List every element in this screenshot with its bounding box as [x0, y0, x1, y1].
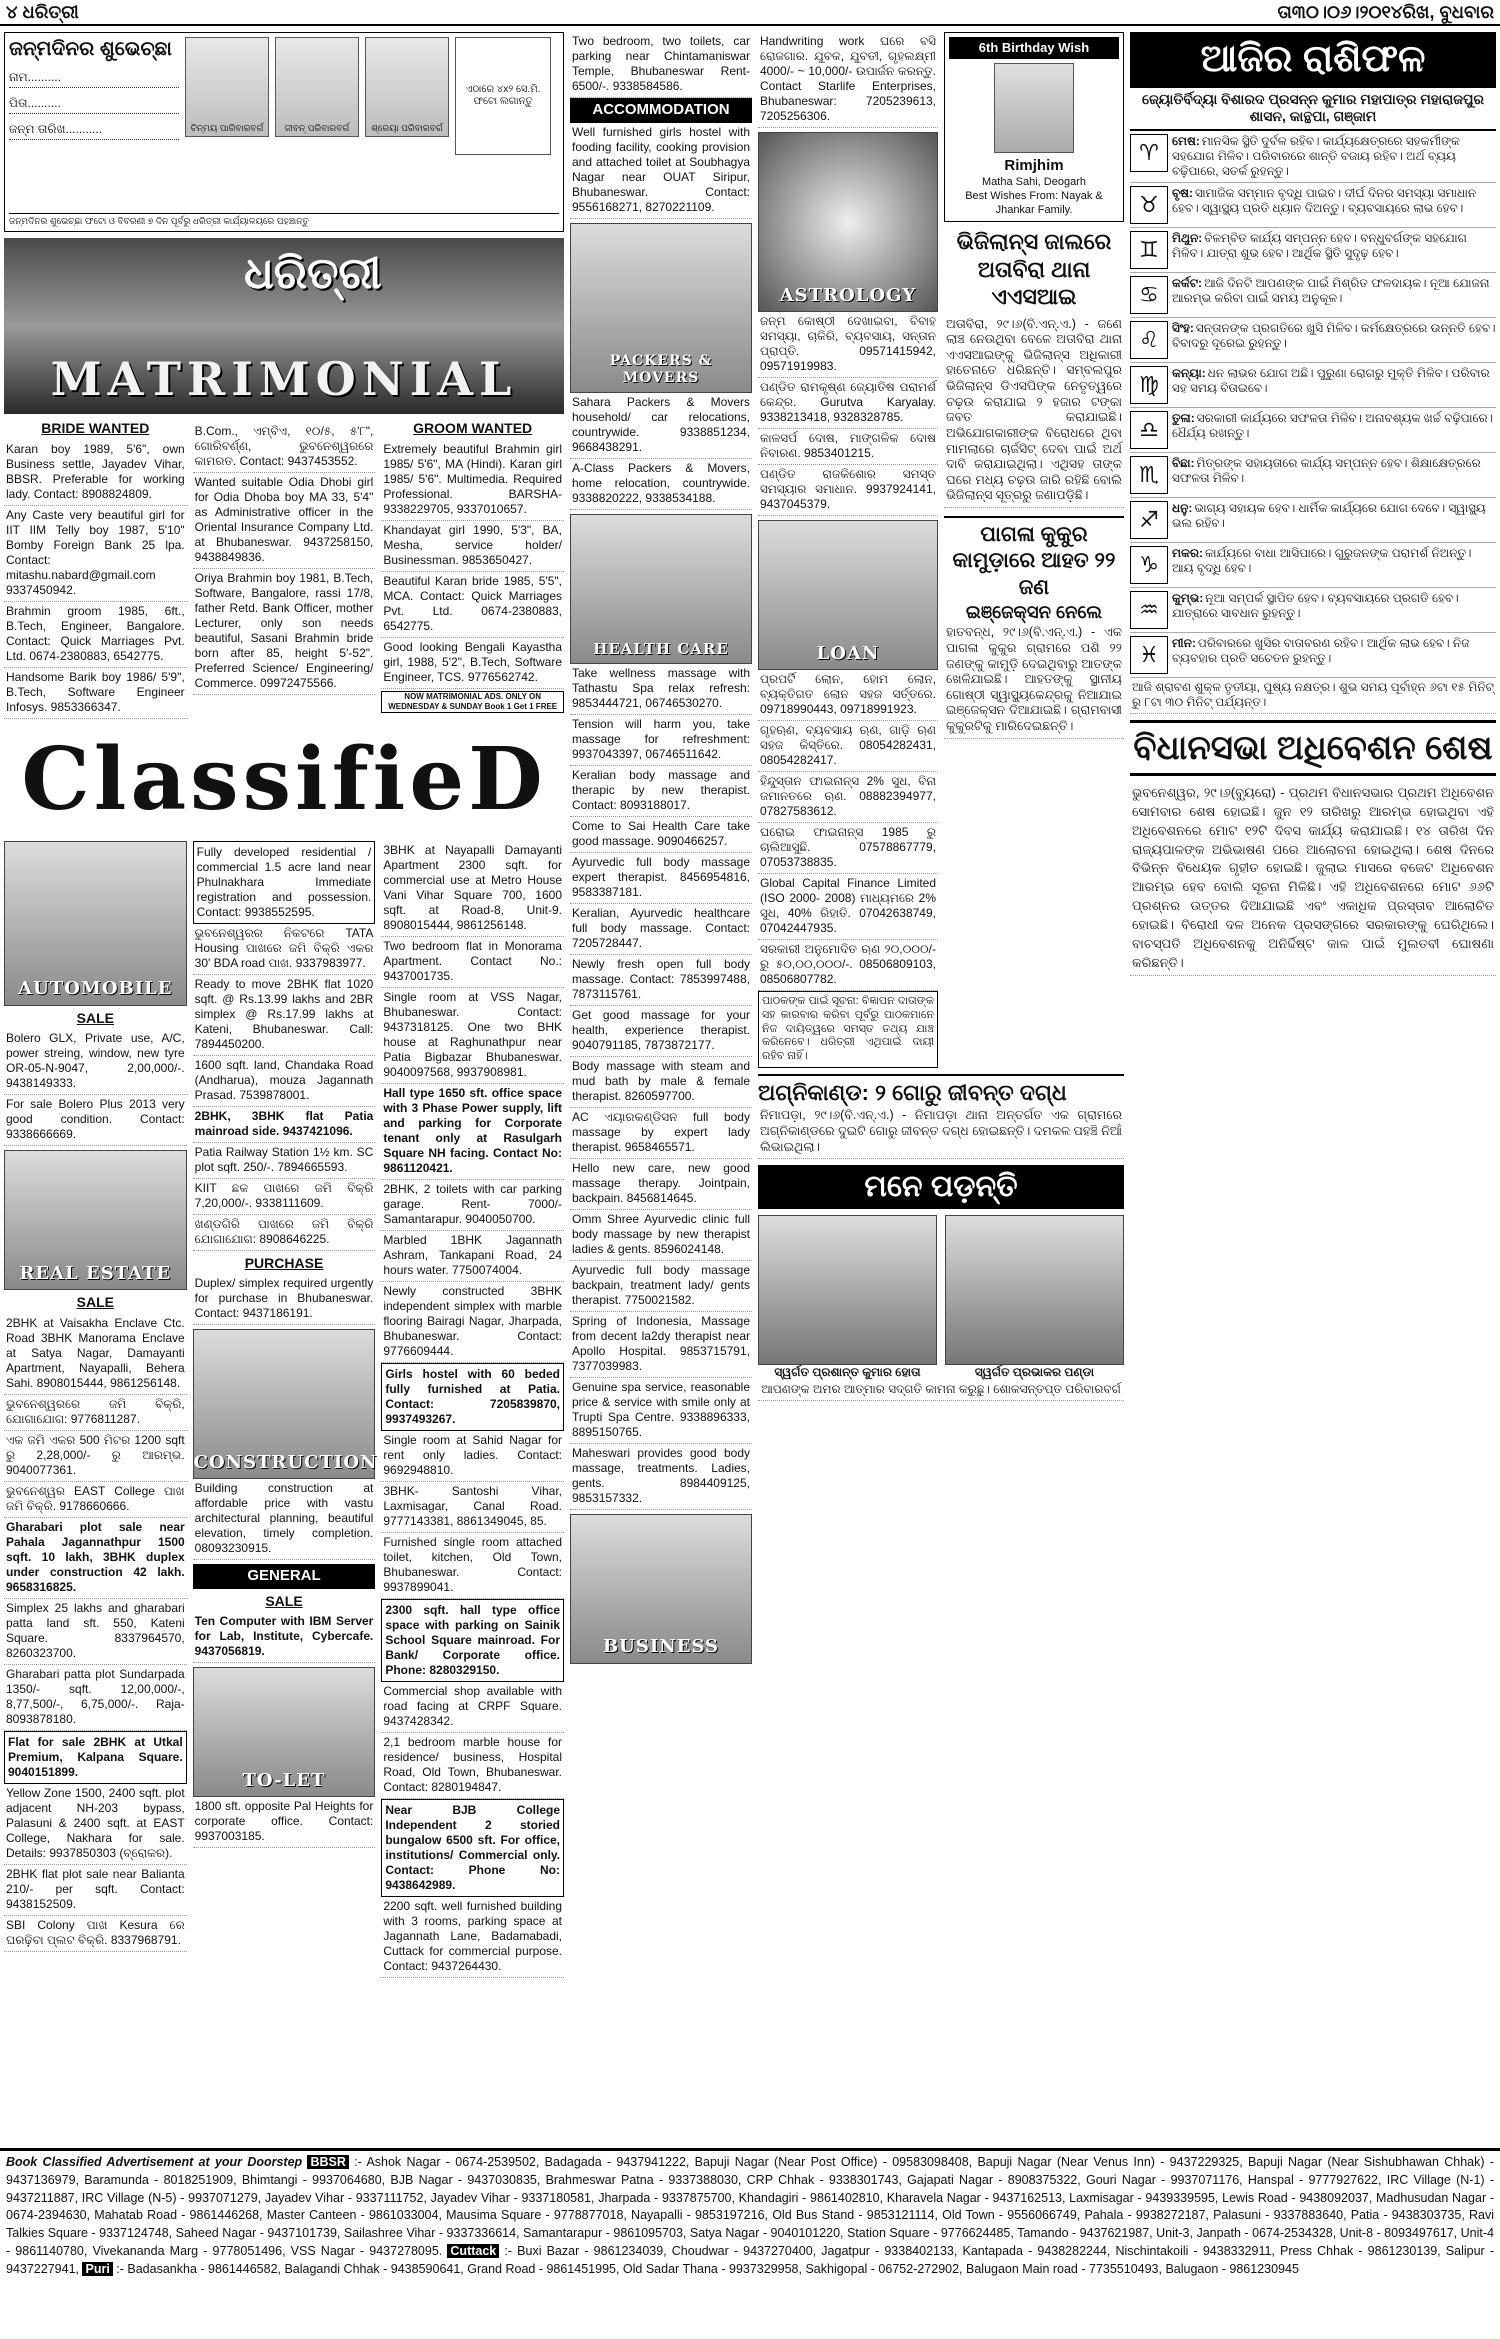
horoscope-text	[1172, 231, 1496, 269]
purchase-header: PURCHASE	[244, 1254, 324, 1271]
zodiac-name: ଧନୁ:	[1172, 500, 1193, 515]
birthday-wish-ad	[944, 32, 1124, 222]
child-name: Rimjhim	[1004, 157, 1064, 175]
classified-ad: 2300 sqft. hall type office space with parking on Sainik School Square mainroad. For Bank/ Corporate office. Phone: 8280329150.	[381, 1599, 564, 1682]
tolet-ads-column	[381, 841, 564, 1978]
classified-ad: B.Com., ଏମ୍‌ବିଏ, ୧୦/୫, ୫'୮", ଗୋରିବର୍ଣ୍ଣ, ଭୁବନେଶ୍ୱରରେ କାମରତ. Contact: 9437453552.	[193, 422, 376, 473]
puri-centres: :- Badasankha - 9861446582, Balagandi Chhak - 9438590641, Grand Road - 9861451995, Old Sadar Thana - 9937329958, Sakhigopal - 06752-272902, Balugaon Main road - 7735510493, Balugaon - 9861230945	[116, 2261, 1299, 2276]
photo-slot: ଏଠାରେ ୪x୨ ସେ.ମି. ଫଟୋ ଲଗାନ୍ତୁ	[455, 37, 551, 155]
healthcare-label: HEALTH CARE	[593, 640, 729, 658]
classified-ad: Bolero GLX, Private use, A/C, power streing, window, new tyre OR-05-N-9047, 2,00,000/-. 9438149333.	[4, 1029, 187, 1095]
zodiac-prediction: ବିଳମ୍ବିତ କାର୍ଯ୍ୟ ସମ୍ପନ୍ନ ହେବ। ବନ୍ଧୁବର୍ଗଙ୍କ ସହଯୋଗ ମିଳିବ। ଯାତ୍ରା ଶୁଭ ହେବ। ଆର୍ଥିକ ସ୍ଥିତି ସୁଦୃଢ଼ ହେବ।	[1172, 230, 1467, 260]
classified-ad: Body massage with steam and mud bath by male & female therapist. 8260597700.	[570, 1057, 752, 1108]
horoscope-text	[1172, 411, 1496, 449]
zodiac-name: ମକର:	[1172, 545, 1203, 560]
news-body: ନିମାପଡ଼ା, ୨୯।୬(ବି.ଏନ୍.ଏ.) - ନିମାପଡ଼ା ଥାନା ଅନ୍ତର୍ଗତ ଏକ ଗ୍ରାମରେ ଅଗ୍ନିକାଣ୍ଡରେ ଦୁଇଟି ଗୋରୁ ଜୀବନ୍ତ ଦଗ୍ଧ ହୋଇଛନ୍ତି। ଦମକଳ ପହଞ୍ଚି ନିଆଁ ଲିଭାଇଥିଲା।	[758, 1106, 1124, 1159]
horoscope-entry	[1130, 408, 1496, 453]
classified-ad: Ready to move 2BHK flat 1020 sqft. @ Rs.13.99 lakhs and 2BR simplex @ Rs.17.99 lakhs at Kateni, Bhubaneswar. Call: 7894450200.	[193, 975, 376, 1056]
classified-ad: Karan boy 1989, 5'6", own Business settle, Jayadev Vihar, BBSR. Preferable for working lady. Contact: 8908824809.	[4, 440, 187, 506]
news-column	[758, 32, 1124, 2142]
tolet-label: TO-LET	[242, 1769, 326, 1791]
field-father: ପିତା..........	[9, 96, 179, 114]
automobile-realestate-column	[4, 841, 187, 1978]
page-number: ୪ ଧରିତ୍ରୀ	[6, 1, 79, 22]
zodiac-name: ମୀନ:	[1172, 635, 1196, 650]
zodiac-icon: ♒	[1130, 591, 1168, 629]
tolet-image	[193, 1667, 376, 1797]
zodiac-name: ମିଥୁନ:	[1172, 230, 1203, 245]
classified-ad: Oriya Brahmin boy 1981, B.Tech, Software, Bangalore, rassi 17/8, father Retd. Bank Officer, mother Lecturer, only son needs beautiful, Sasani Brahmin bride born after 85, height 5'-52". Preferred Science/ Engineering/ Commerce. 09972475566.	[193, 569, 376, 695]
automobile-label: AUTOMOBILE	[18, 978, 173, 999]
automobile-image	[4, 841, 187, 1006]
horoscope-text	[1172, 591, 1496, 629]
classified-ad: For sale Bolero Plus 2013 very good condition. Contact: 9338666669.	[4, 1095, 187, 1146]
horoscope-title: ଆଜିର ରାଶିଫଳ	[1130, 32, 1496, 88]
horoscope-entry	[1130, 131, 1496, 183]
matrimonial-section	[4, 416, 564, 719]
reader-notice: ପାଠକଙ୍କ ପାଇଁ ସୂଚନା: ବିଜ୍ଞାପନ ଦାତାଙ୍କ ସହ କାରବାର କରିବା ପୂର୍ବରୁ ପାଠକମାନେ ନିଜ ଦାୟିତ୍ୱରେ ସମସ୍ତ ତଥ୍ୟ ଯାଞ୍ଚ କରିନେବେ। ଧରିତ୍ରୀ ଏଥିପାଇଁ ଦାୟୀ ରହିବ ନାହିଁ।	[758, 991, 938, 1068]
classified-ad: ପଣ୍ଡିତ ରାମକୃଷ୍ଣ ଜ୍ୟୋତିଷ ପରାମର୍ଶ କେନ୍ଦ୍ର. Gurutva Karyalay. 9338213418, 9328328785.	[758, 378, 938, 429]
birthday-wish-title: 6th Birthday Wish	[949, 37, 1119, 59]
horoscope-entry	[1130, 183, 1496, 228]
classified-ad: Yellow Zone 1500, 2400 sqft. plot adjacent NH-203 bypass, Palasuni & 2400 sqft. at EAST College, Nakhara for sale. Details: 9937850303 (ବ୍ରୋକର).	[4, 1784, 187, 1865]
classified-ad: Brahmin groom 1985, 6ft., B.Tech, Engineer, Bangalore. Contact: Quick Marriages Pvt. Ltd. 0674-2380883, 6542775.	[4, 602, 187, 668]
classified-ad: Maheswari provides good body massage, treatments. Ladies, gents. 8984409125, 9853157332.	[570, 1444, 752, 1510]
zodiac-name: ବୃଷ:	[1172, 185, 1194, 200]
birthday-note: ଜନ୍ମଦିନର ଶୁଭେଚ୍ଛା ଫଟୋ ଓ ବିବରଣୀ ୭ ଦିନ ପୂର୍ବରୁ ଧରିତ୍ରୀ କାର୍ଯ୍ୟାଳୟରେ ପହଞ୍ଚାନ୍ତୁ	[9, 213, 559, 227]
field-name: ନାମ..........	[9, 70, 179, 88]
classified-ad: Duplex/ simplex required urgently for purchase in Bhubaneswar. Contact: 9437186191.	[193, 1274, 376, 1325]
zodiac-prediction: ମିତ୍ରଙ୍କ ସହାୟତାରେ କାର୍ଯ୍ୟ ସମ୍ପନ୍ନ ହେବ। ଶିକ୍ଷାକ୍ଷେତ୍ରରେ ସଫଳତା ମିଳିବ।	[1172, 455, 1481, 485]
zodiac-prediction: ଧନ ଲାଭର ଯୋଗ ଅଛି। ପୁରୁଣା ରୋଗରୁ ମୁକ୍ତି ମିଳିବ। ପରିବାର ସହ ସମୟ ବିତାଇବେ।	[1172, 365, 1490, 395]
classified-ad: 2BHK, 2 toilets with car parking garage. Rent- 7000/- Samantarapur. 9040050700.	[381, 1180, 564, 1231]
birthday-form	[4, 32, 564, 232]
classified-ad: Newly fresh open full body massage. Contact: 7853997488, 7873115761.	[570, 955, 752, 1006]
loan-label: LOAN	[816, 642, 880, 664]
horoscope-entry	[1130, 228, 1496, 273]
zodiac-prediction: ସନ୍ତାନଙ୍କ ପ୍ରଗତିରେ ଖୁସି ମିଳିବ। କର୍ମକ୍ଷେତ୍ରରେ ଉନ୍ନତି ହେବ। ବିବାଦରୁ ଦୂରେଇ ରୁହନ୍ତୁ।	[1172, 320, 1496, 350]
memorial-person	[758, 1215, 937, 1380]
horoscope-entry	[1130, 273, 1496, 318]
sale-header: SALE	[76, 1009, 114, 1026]
classified-ad: Khandayat girl 1990, 5'3", BA, Mesha, service holder/ Businessman. 9853650427.	[381, 521, 564, 572]
bbsr-centres: :- Ashok Nagar - 0674-2539502, Badagada - 9437941222, Bapuji Nagar (Near Post Office) - 09583098408, Bapuji Nagar (Near Venus Inn) - 9437229325, Bapuji Nagar (Near Sishubhawan Chhak) - 9437136979, Baramunda - 8018251909, Bhimtangi - 9937064680, BJB Nagar - 9437030835, Brahmeswar Patna - 9337388030, CRP Chhak - 9338301743, Gajapati Nagar - 8908375322, Gouri Nagar - 9937071176, Hanspal - 9777927622, IRC Village (N-1) - 9437211887, IRC Village (N-5) - 9937071279, Jayadev Vihar - 9337111752, Jayadev Vihar - 9337180581, Jharpada - 9337875700, Khandagiri - 9861402810, Kharavela Nagar - 9437162513, Laxmisagar - 9439339595, Lewis Road - 9438092037, Madhusudan Nagar - 0674-2394630, Mahatab Road - 9861446268, Master Canteen - 9861033004, Mausima Square - 9778877018, Nayapalli - 9853197216, Old Bus Stand - 9853121114, Old Town - 9556066749, Pahala - 9938272187, Palasuni - 9337883640, Patia - 9438303735, Ravi Talkies Square - 9337124748, Saheed Nagar - 9437101739, Sailashree Vihar - 9337336614, Samantarapur - 9861095703, Satya Nagar - 9040101220, Station Square - 9776624485, Tamando - 9437621987, Unit-3, Janpath - 0674-2534328, Unit-8 - 8093497617, Unit-4 - 9861140780, Vivekananda Marg - 9778051496, VSS Nagar - 9437278095.	[6, 2155, 1494, 2258]
middle-ads-column	[193, 841, 376, 1978]
zodiac-icon: ♋	[1130, 276, 1168, 314]
city-tag-puri: Puri	[82, 2262, 112, 2276]
memorial-text: ଆପଣଙ୍କ ଅମର ଆତ୍ମାର ସଦ୍‌ଗତି କାମନା କରୁଛୁ। ଶୋକସନ୍ତପ୍ତ ପରିବାରବର୍ଗ	[758, 1380, 1124, 1401]
astrology-image	[758, 132, 938, 312]
dharitri-logo: ଧରିତ୍ରୀ	[244, 248, 382, 299]
classified-ad: 2BHK, 3BHK flat Patia mainroad side. 9437421096.	[193, 1107, 376, 1143]
astrology-label: ASTROLOGY	[779, 284, 917, 306]
memorial-photo	[758, 1215, 937, 1365]
classified-ad: ଜନ୍ମ କୋଷ୍ଠୀ ଦେଖାଇବା, ବିବାହ ସମସ୍ୟା, ଚାକିରି, ବ୍ୟବସାୟ, ସନ୍ତାନ ପ୍ରାପ୍ତି. 09571415942, 09571919983.	[758, 312, 938, 378]
zodiac-name: ବିଛା:	[1172, 455, 1195, 470]
horoscope-entry	[1130, 363, 1496, 408]
news-headline: ପାଗଳା କୁକୁର କାମୁଡ଼ାରେ ଆହତ ୨୨ ଜଣ	[944, 516, 1124, 601]
classified-ad: ଖଣ୍ଡଗିରି ପାଖରେ ଜମି ବିକ୍ରି ଯୋଗାଯୋଗ: 8908646225.	[193, 1215, 376, 1251]
classified-ad: Fully developed residential / commercial 1.5 acre land near Phulnakhara Immediate registration and possession. Contact: 9938552595.	[193, 841, 376, 924]
classified-ad: Sahara Packers & Movers household/ car relocations, countrywide. 9338851234, 9668438291.	[570, 393, 752, 459]
classified-ad: Wanted suitable Odia Dhobi girl for Odia Dhoba boy MA 33, 5'4" as Administrative officer in the Oriental Insurance Company Ltd. at Bhubaneswar. 9437258150, 9438849836.	[193, 473, 376, 569]
classified-ad: Single room at VSS Nagar, Bhubaneswar. Contact: 9437318125. One two BHK house at Raghunathpur near Patia Bigbazar Bhubaneswar. 9040097568, 9937908981.	[381, 988, 564, 1084]
classified-ad: ଭୁବନେଶ୍ୱରର ନିକଟରେ TATA Housing ପାଖରେ ଜମି ବିକ୍ରି ଏକର 30' BDA road ପାଖ. 9337983977.	[193, 924, 376, 975]
business-image	[570, 1514, 752, 1664]
news-body: ଭୁବନେଶ୍ୱର, ୨୯।୬(ବ୍ୟୁରୋ) - ପ୍ରଥମ ବିଧାନସଭାର ପ୍ରଥମ ଅଧିବେଶନ ସୋମବାର ଶେଷ ହୋଇଛି। ଜୁନ ୧୨ ତାରିଖରୁ ଆରମ୍ଭ ହୋଇଥିବା ଏହି ଅଧିବେଶନରେ ମୋଟ ୧୨ଟି ଦିବସ କାର୍ଯ୍ୟ କରାଯାଇଛି। ୧୪ ତାରିଖ ଦିନ ରାଜ୍ୟପାଳଙ୍କ ଅଭିଭାଷଣ ପରେ ଆଲୋଚନା ହୋଇଥିଲା। ଶେଷ ଦିନରେ ବିଭିନ୍ନ ବିଧେୟକ ଗୃହୀତ ହୋଇଛି। ଜୁଲାଇ ମାସରେ ବଜେଟ ଅଧିବେଶନ ଆରମ୍ଭ ହେବ ବୋଲି ସୂଚନା ମିଳିଛି। ଏହି ଅଧିବେଶନରେ ମୋଟ ୬୬ଟି ପ୍ରଶ୍ନର ଉତ୍ତର ଦିଆଯାଇଛି ଏବଂ ଏକାଧିକ ପ୍ରସ୍ତାବ ଆଲୋଚିତ ହୋଇଛି। ବିରୋଧୀ ଦଳ ଅନେକ ପ୍ରସଙ୍ଗରେ ସରକାରଙ୍କୁ ଘେରିଥିଲେ। ବାଚସ୍ପତି ଅଧିବେଶନକୁ ଅନିର୍ଦ୍ଦିଷ୍ଟ କାଳ ପାଇଁ ମୁଲତବୀ ଘୋଷଣା କରିଛନ୍ତି।	[1130, 782, 1496, 976]
zodiac-icon: ♊	[1130, 231, 1168, 269]
classified-ad: ହିନ୍ଦୁସ୍ତାନ ଫାଇନାନ୍ସ 2% ସୁଧ, ବିନା ଜମାନତରେ ଋଣ. 08882394977, 07827583612.	[758, 772, 938, 823]
news-stories-column	[944, 32, 1124, 1068]
memorial-name: ସ୍ୱର୍ଗତ ପ୍ରଭାକର ପଣ୍ଡା	[974, 1364, 1095, 1379]
packers-label: PACKERS & MOVERS	[609, 352, 713, 387]
classified-ad: Come to Sai Health Care take good massage. 9090466257.	[570, 817, 752, 853]
horoscope-footer: ଆଜି ଶ୍ରାବଣ ଶୁକ୍ଳ ତୃତୀୟା, ପୁଷ୍ୟ ନକ୍ଷତ୍ର। ଶୁଭ ସମୟ ପୂର୍ବାହ୍ନ ୬ଟା ୧୫ ମିନିଟ୍ ରୁ ୮ଟା ୩୦ ମିନିଟ୍ ପର୍ଯ୍ୟନ୍ତ।	[1130, 678, 1496, 714]
cuttack-centres: :- Buxi Bazar - 9861234039, Choudwar - 9437270400, Jagatpur - 9338402133, Kantapada - 9438282244, Nischintakoili - 9438332911, Press Chhak - 9861230139, Salipur - 9437227941,	[6, 2243, 1494, 2276]
classified-ad: Extremely beautiful Brahmin girl 1985/ 5'6", MA (Hindi). Karan girl 1985/ 5'6". Multimedia. Required Professional. BARSHA-9338229705, 9337010657.	[381, 440, 564, 521]
mid-column	[193, 416, 376, 719]
classified-ad: AC ଏୟାରକଣ୍ଡିସନ full body massage by expert lady therapist. 9658465571.	[570, 1108, 752, 1159]
construction-image	[193, 1329, 376, 1479]
classified-ad: 1600 sqft. land, Chandaka Road (Andharua), mouza Jagannath Prasad. 7539878001.	[193, 1056, 376, 1107]
news-headline: ଅଗ୍ନିକାଣ୍ଡ: ୨ ଗୋରୁ ଜୀବନ୍ତ ଦଗ୍ଧ	[758, 1074, 1124, 1107]
classified-ad: Get good massage for your health, experience therapist. 9040791185, 7873872177.	[570, 1006, 752, 1057]
horoscope-subtitle: ଜ୍ୟୋତିର୍ବିଦ୍ୟା ବିଶାରଦ ପ୍ରସନ୍ନ କୁମାର ମହାପାତ୍ର ମହାରାଜପୁର ଶାସନ, କାନ୍ଥପା, ଗଞ୍ଜାମ	[1130, 88, 1496, 131]
classified-ad: Spring of Indonesia, Massage from decent la2dy therapist near Apollo Hospital. 9853715791, 7377039983.	[570, 1312, 752, 1378]
classified-ad: Ayurvedic full body massage expert therapist. 8456954816, 9583387181.	[570, 853, 752, 904]
horoscope-text	[1172, 134, 1496, 179]
horoscope-text	[1172, 276, 1496, 314]
child-place: Matha Sahi, Deogarh	[982, 176, 1086, 188]
classified-ad: Hall type 1650 sft. office space with 3 Phase Power supply, lift and parking for Corporate tenant only at Rasulgarh Square NH facing. Contact No: 9861120421.	[381, 1084, 564, 1180]
classified-ad: Girls hostel with 60 beded fully furnished at Patia. Contact: 7205839870, 9937493267.	[381, 1363, 564, 1431]
horoscope-column	[1130, 32, 1496, 2142]
services-column	[570, 32, 752, 2142]
birthday-fields	[9, 70, 179, 140]
classified-ad: Two bedroom, two toilets, car parking near Chintamaniswar Temple, Bhubaneswar Rent- 6500/-. 9338584586.	[570, 32, 752, 98]
zodiac-icon: ♏	[1130, 456, 1168, 494]
classified-ad: SBI Colony ପାଖ Kesura ରେ ଘରଢ଼ିବା ପ୍ଲଟ ବିକ୍ରି. 8337968791.	[4, 1916, 187, 1952]
page-date: ତା୩୦।୦୬।୨୦୧୪ରିଖ, ବୁଧବାର	[1277, 1, 1494, 22]
classified-ad: Any Caste very beautiful girl for IIT IIM Telly boy 1987, 5'10" Bomby Foreign Bank 25 lpa. Contact: mitashu.nabard@gmail.com 9337450942.	[4, 506, 187, 602]
classified-ad: ଗୃହଋଣ, ବ୍ୟବସାୟ ଋଣ, ଗାଡ଼ି ଋଣ ସହଜ କିସ୍ତିରେ. 08054282431, 08054282417.	[758, 721, 938, 772]
classified-ad: Commercial shop available with road facing at CRPF Square. 9437428342.	[381, 1682, 564, 1733]
zodiac-prediction: ସାମାଜିକ ସମ୍ମାନ ବୃଦ୍ଧି ପାଇବ। ଦୀର୍ଘ ଦିନର ସମସ୍ୟା ସମାଧାନ ହେବ। ସ୍ୱାସ୍ଥ୍ୟ ପ୍ରତି ଧ୍ୟାନ ଦିଅନ୍ତୁ। ବ୍ୟବସାୟରେ ଲାଭ ହେବ।	[1172, 185, 1477, 215]
news-headline: ଭିଜିଲାନ୍ସ ଜାଲରେ ଅତାବିରା ଥାନା ଏଏସଆଇ	[956, 229, 1112, 309]
classified-ad: Handwriting work ଘରେ ବସି ରୋଜଗାର. ଯୁବକ, ଯୁବତୀ, ଗୃହଲକ୍ଷ୍ମୀ 4000/- ~ 10,000/- ଉପାର୍ଜନ କରନ୍ତୁ. Contact Starlife Enterprises, Bhubaneswar: 7205239613, 7205256306.	[758, 32, 938, 128]
classified-ad: କାଳସର୍ପ ଦୋଷ, ମାଙ୍ଗଳିକ ଦୋଷ ନିବାରଣ. 9853401215.	[758, 429, 938, 465]
birthday-title: ଜନ୍ମଦିନର ଶୁଭେଚ୍ଛା	[9, 38, 172, 60]
classified-ad: Global Capital Finance Limited (ISO 2000- 2008) ମାଧ୍ୟମରେ 2% ସୁଧ, 40% ରିହାତି. 07042638749, 07042447935.	[758, 874, 938, 940]
classified-ad: Well furnished girls hostel with fooding facility, cooking provision and attached toilet at Soubhagya Nagar near OUAT Siripur, Bhubaneswar. Contact: 9556168271, 8270221109.	[570, 123, 752, 219]
news-body: ଅତାବିରା, ୨୯।୬(ବି.ଏନ୍.ଏ.) - ଜଣେ ଲାଞ୍ଚ ନେଉଥିବା ବେଳେ ଅତାବିରା ଥାନା ଏଏସଆଇଙ୍କୁ ଭିଜିଲାନ୍ସ ଅଧିକାରୀ ହାତେନାତେ ଧରିଛନ୍ତି। ସମ୍ବଲପୁର ଭିଜିଲାନ୍ସ ଡିଏସପିଙ୍କ ନେତୃତ୍ୱରେ ଚଢ଼ଉ କରାଯାଇ ୨ ହଜାର ଟଙ୍କା ଜବତ କରାଯାଇଛି। ଅଭିଯୋଗକାରୀଙ୍କ ବିରୋଧରେ ଥିବା ମାମଲାରେ ଚାର୍ଜସିଟ୍ ଦେବା ପାଇଁ ଅର୍ଥ ଦାବି କରାଯାଇଥିଲା। ଏଥିସହ ତାଙ୍କ ଘରେ ମଧ୍ୟ ଚଢ଼ଉ ଜାରି ରହିଛି ବୋଲି ଭିଜିଲାନ୍ସ ସୂତ୍ରରୁ ଜଣାପଡ଼ିଛି।	[944, 315, 1124, 509]
classified-ad: Tension will harm you, take massage for refreshment: 9937043397, 06746511642.	[570, 715, 752, 766]
zodiac-icon: ♑	[1130, 546, 1168, 584]
booking-centres	[0, 2148, 1500, 2339]
zodiac-icon: ♉	[1130, 186, 1168, 224]
classified-section	[4, 841, 564, 1978]
child-photo: ଚିନ୍ମୟ ପାରିବାରବର୍ଗ	[185, 37, 269, 137]
classified-ad: ପଣ୍ଡିତ ରାଜକିଶୋର ସମସ୍ତ ସମସ୍ୟାର ସମାଧାନ. 9937924141, 9437045379.	[758, 465, 938, 516]
zodiac-prediction: ଆଜି ଦିନଟି ଆପଣଙ୍କ ପାଇଁ ମିଶ୍ରିତ ଫଳଦାୟକ। ନୂଆ ଯୋଜନା ଆରମ୍ଭ କରିବା ପାଇଁ ସମୟ ଅନୁକୂଳ।	[1172, 275, 1490, 305]
zodiac-prediction: ନୂଆ ସମ୍ପର୍କ ସ୍ଥାପିତ ହେବ। ବ୍ୟବସାୟରେ ପ୍ରଗତି ହେବ। ଯାତ୍ରାରେ ସାବଧାନ ରୁହନ୍ତୁ।	[1172, 590, 1459, 620]
astro-loan-column	[758, 32, 938, 1068]
news-body: ହାତବନ୍ଧ, ୨୯।୬(ବି.ଏନ୍.ଏ.) - ଏକ ପାଗଳା କୁକୁର ଗ୍ରାମରେ ପଶି ୨୨ ଜଣଙ୍କୁ କାମୁଡ଼ି ଦେଇଥିବାରୁ ଆତଙ୍କ ଖେଳିଯାଇଛି। ଆହତଙ୍କୁ ସ୍ଥାନୀୟ ଗୋଷ୍ଠୀ ସ୍ୱାସ୍ଥ୍ୟକେନ୍ଦ୍ରକୁ ନିଆଯାଇ ଇଞ୍ଜେକ୍ସନ ଦିଆଯାଇଛି। ଗ୍ରାମବାସୀ କୁକୁରଟିକୁ ମାରିଦେଇଛନ୍ତି।	[944, 623, 1124, 738]
horoscope-text	[1172, 456, 1496, 494]
healthcare-image	[570, 514, 752, 664]
horoscope-text	[1172, 546, 1496, 584]
classified-title: ClassifieD	[21, 728, 547, 830]
zodiac-icon: ♐	[1130, 501, 1168, 539]
field-dob: ଜନ୍ମ ତାରିଖ...........	[9, 122, 179, 140]
sale-header: SALE	[265, 1592, 303, 1609]
groom-column	[381, 416, 564, 719]
horoscope-text	[1172, 321, 1496, 359]
classified-ad: Single room at Sahid Nagar for rent only ladies. Contact: 9692948810.	[381, 1431, 564, 1482]
classified-ad: Good looking Bengali Kayastha girl, 1988, 5'2", B.Tech, Software Engineer, TCS. 9776562742.	[381, 638, 564, 689]
memorial-photos	[758, 1215, 1124, 1380]
zodiac-name: କନ୍ୟା:	[1172, 365, 1206, 380]
accommodation-header: ACCOMMODATION	[570, 98, 752, 123]
business-label: BUSINESS	[602, 1636, 720, 1658]
classified-ad: Near BJB College Independent 2 storied bungalow 6500 sft. For office, institutions/ Commercial only. Contact: Phone No: 9438642989.	[381, 1799, 564, 1897]
classified-ad: 2200 sqft. well furnished building with 3 rooms, parking space at Jagannath Lane, Badamabadi, Cuttack for commercial purpose. Contact: 9437264430.	[381, 1897, 564, 1978]
memorial-person	[945, 1215, 1124, 1380]
zodiac-name: କୁମ୍ଭ:	[1172, 590, 1204, 605]
memorial-name: ସ୍ୱର୍ଗତ ପ୍ରଶାନ୍ତ କୁମାର ହୋତା	[774, 1364, 921, 1379]
left-block	[4, 32, 564, 2142]
horoscope-entry	[1130, 453, 1496, 498]
news-headline: ବିଧାନସଭା ଅଧିବେଶନ ଶେଷ	[1130, 720, 1496, 777]
sale-header: SALE	[76, 1294, 114, 1310]
classified-ad: Gharabari plot sale near Pahala Jagannathpur 1500 sqft. 10 lakh, 3BHK duplex under construction 42 lakh. 9658316825.	[4, 1518, 187, 1599]
matrimonial-banner	[4, 238, 564, 414]
horoscope-entry	[1130, 633, 1496, 678]
zodiac-icon: ♌	[1130, 321, 1168, 359]
classified-ad: 1800 sft. opposite Pal Heights for corporate office. Contact: 9937003185.	[193, 1797, 376, 1848]
classified-ad: Gharabari patta plot Sundarpada 1350/- sqft. 12,00,000/-, 8,77,500/-, 6,75,000/-. Raja- 8093878180.	[4, 1665, 187, 1731]
news-subhead: ଇଞ୍ଜେକ୍ସନ ନେଲେ	[965, 601, 1103, 622]
classified-ad: Beautiful Karan bride 1985, 5'5", MCA. Contact: Quick Marriages Pvt. Ltd. 0674-2380883, 6542775.	[381, 572, 564, 638]
zodiac-prediction: ଭାଗ୍ୟ ସହାୟକ ହେବ। ଧାର୍ମିକ କାର୍ଯ୍ୟରେ ଯୋଗ ଦେବେ। ସ୍ୱାସ୍ଥ୍ୟ ଭଲ ରହିବ।	[1172, 500, 1486, 530]
general-header: GENERAL	[193, 1564, 376, 1589]
zodiac-prediction: ମାନସିକ ସ୍ଥିତି ଦୁର୍ବଳ ରହିବ। କାର୍ଯ୍ୟକ୍ଷେତ୍ରରେ ସହକର୍ମୀଙ୍କ ସହଯୋଗ ମିଳିବ। ପରିବାରରେ ଶାନ୍ତି ବଜାୟ ରହିବ। ଅର୍ଥ ବ୍ୟୟ ବଢ଼ିପାରେ, ସତର୍କ ରୁହନ୍ତୁ।	[1172, 133, 1460, 178]
horoscope-list	[1130, 131, 1496, 678]
horoscope-entry	[1130, 318, 1496, 363]
wish-from: Best Wishes From: Nayak & Jhankar Family.	[965, 189, 1103, 216]
memorial-photo	[945, 1215, 1124, 1365]
classified-ad: Building construction at affordable price with vastu architectural planning, beautiful elevation, timely completion. 08093230915.	[193, 1479, 376, 1560]
matrimonial-title: MATRIMONIAL	[50, 351, 518, 406]
classified-ad: Marbled 1BHK Jagannath Ashram, Tankapani Road, 24 hours water. 7750074004.	[381, 1231, 564, 1282]
classified-ad: KIIT ଛକ ପାଖରେ ଜମି ବିକ୍ରି 7,20,000/-. 9338111609.	[193, 1179, 376, 1215]
classified-ad: 2,1 bedroom marble house for residence/ business, Hospital Road, Old Town, Bhubaneswar. Contact: 8280194847.	[381, 1733, 564, 1799]
classified-ad: 3BHK at Nayapalli Damayanti Apartment 2300 sqft. for commercial use at Metro House Vani Vihar Square 700, 1600 sqft. at Road-8, Unit-9. 8908015444, 9861256148.	[381, 841, 564, 937]
horoscope-text	[1172, 636, 1496, 674]
classified-ad: ଘରୋଇ ଫାଇନାନ୍ସ 1985 ରୁ ଚାଲିଆସୁଛି. 07578867779, 07053738835.	[758, 823, 938, 874]
child-photo: ଶ୍ରେୟା ପରିବାରବର୍ଗ	[365, 37, 449, 137]
classified-ad: ଏକ ଜମି ଏକର 500 ମିଟର 1200 sqft ରୁ 2,28,000/- ରୁ ଆରମ୍ଭ. 9040077361.	[4, 1431, 187, 1482]
zodiac-icon: ♍	[1130, 366, 1168, 404]
realestate-image	[4, 1150, 187, 1290]
classified-ad: Omm Shree Ayurvedic clinic full body massage by new therapist ladies & gents. 8596024148.	[570, 1210, 752, 1261]
bride-column	[4, 416, 187, 719]
memorial-header: ମନେ ପଡ଼ନ୍ତି	[758, 1165, 1124, 1209]
bride-header: BRIDE WANTED	[41, 420, 150, 436]
classified-ad: Handsome Barik boy 1986/ 5'9", B.Tech, Software Engineer Infosys. 9853366347.	[4, 668, 187, 719]
classified-ad: ପ୍ରପର୍ଟି ଲୋନ, ହୋମ ଲୋନ, ବ୍ୟକ୍ତିଗତ ଲୋନ ସହଜ ସର୍ତ୍ତରେ. 09718990443, 09718991923.	[758, 670, 938, 721]
horoscope-text	[1172, 186, 1496, 224]
zodiac-name: ତୁଳା:	[1172, 410, 1195, 425]
classified-ad: 2BHK flat plot sale near Balianta 210/- per sqft. Contact: 9438152509.	[4, 1865, 187, 1916]
horoscope-entry	[1130, 498, 1496, 543]
classified-ad: ଭୁବନେଶ୍ୱରରେ ଜମି ବିକ୍ରି, ଯୋଗାଯୋଗ: 9776811287.	[4, 1395, 187, 1431]
classified-ad: Simplex 25 lakhs and gharabari patta land sft. 550, Kateni Square. 8337964570, 8260323700.	[4, 1599, 187, 1665]
classified-ad: Keralian, Ayurvedic healthcare full body massage. Contact: 7205728447.	[570, 904, 752, 955]
classified-ad: Two bedroom flat in Monorama Apartment. Contact No.: 9437001735.	[381, 937, 564, 988]
horoscope-text	[1172, 501, 1496, 539]
birthday-photos	[185, 37, 551, 155]
groom-header: GROOM WANTED	[413, 420, 533, 436]
matrimonial-note: NOW MATRIMONIAL ADS. ONLY ON WEDNESDAY & SUNDAY Book 1 Get 1 FREE	[381, 691, 564, 713]
classified-ad: ସରକାରୀ ଅନୁମୋଦିତ ଋଣ ୨୦,୦୦୦/- ରୁ ୫୦,୦୦,୦୦୦/-. 08506809103, 08506807782.	[758, 940, 938, 991]
horoscope-entry	[1130, 543, 1496, 588]
booking-lead: Book Classified Advertisement at your Doorstep	[6, 2155, 303, 2169]
classified-ad: Flat for sale 2BHK at Utkal Premium, Kalpana Square. 9040151899.	[4, 1731, 187, 1784]
masthead	[0, 0, 1500, 26]
zodiac-name: କର୍କଟ:	[1172, 275, 1203, 290]
classified-ad: ଭୁବନେଶ୍ୱର EAST College ପାଖ ଜମି ବିକ୍ରି. 9178660666.	[4, 1482, 187, 1518]
classified-ad: A-Class Packers & Movers, home relocation, countrywide. 9338820222, 9338534188.	[570, 459, 752, 510]
construction-label: CONSTRUCTION	[193, 1451, 378, 1473]
horoscope-text	[1172, 366, 1496, 404]
classified-ad: Genuine spa service, reasonable price & service with smile only at Trupti Spa Centre. 9338896333, 8895150765.	[570, 1378, 752, 1444]
city-tag-cuttack: Cuttack	[447, 2244, 499, 2258]
zodiac-icon: ♈	[1130, 134, 1168, 172]
child-photo	[994, 63, 1074, 153]
classified-ad: Patia Railway Station 1½ km. SC plot sqft. 250/-. 7894665593.	[193, 1143, 376, 1179]
zodiac-icon: ♓	[1130, 636, 1168, 674]
classified-ad: Keralian body massage and therapic by new therapist. Contact: 8093188017.	[570, 766, 752, 817]
zodiac-icon: ♎	[1130, 411, 1168, 449]
horoscope-entry	[1130, 588, 1496, 633]
zodiac-prediction: କାର୍ଯ୍ୟରେ ବାଧା ଆସିପାରେ। ଗୁରୁଜନଙ୍କ ପରାମର୍ଶ ନିଅନ୍ତୁ। ଆୟ ବୃଦ୍ଧି ହେବ।	[1172, 545, 1472, 575]
classified-ad: Ten Computer with IBM Server for Lab, Institute, Cybercafe. 9437056819.	[193, 1612, 376, 1663]
zodiac-name: ମେଷ:	[1172, 133, 1200, 148]
zodiac-name: ସିଂହ:	[1172, 320, 1194, 335]
classified-ad: 2BHK at Vaisakha Enclave Ctc. Road 3BHK Manorama Enclave at Satya Nagar, Damayanti Apartment, Nayapalli, Behera Sahi. 8908015444, 9861256148.	[4, 1314, 187, 1395]
child-photo: ଜୀବନ୍ ପରିବାରବର୍ଗ	[275, 37, 359, 137]
classified-ad: Furnished single room attached toilet, kitchen, Old Town, Bhubaneswar. Contact: 9937899041.	[381, 1533, 564, 1599]
zodiac-prediction: ପରିବାରରେ ଖୁସିର ବାତାବରଣ ରହିବ। ଆର୍ଥିକ ଲାଭ ହେବ। ନିଜ ବ୍ୟବହାର ପ୍ରତି ସଚେତନ ରୁହନ୍ତୁ।	[1172, 635, 1470, 665]
classified-ad: Hello new care, new good massage therapy. Jointpain, backpain. 8456814645.	[570, 1159, 752, 1210]
classified-ad: Take wellness massage with Tathastu Spa relax refresh: 9853444721, 06746530270.	[570, 664, 752, 715]
zodiac-prediction: ସରକାରୀ କାର୍ଯ୍ୟରେ ସଫଳତା ମିଳିବ। ଅନାବଶ୍ୟକ ଖର୍ଚ୍ଚ ବଢ଼ିପାରେ। ଧୈର୍ଯ୍ୟ ରଖନ୍ତୁ।	[1172, 410, 1494, 440]
classified-ad: Newly constructed 3BHK independent simplex with marble flooring Bairagi Nagar, Jharpada, Bhubaneswar. Contact: 9776609444.	[381, 1282, 564, 1363]
loan-image	[758, 520, 938, 670]
classified-ad: 3BHK- Santoshi Vihar, Laxmisagar, Canal Road. 9777143381, 8861349045, 85.	[381, 1482, 564, 1533]
classified-ad: Ayurvedic full body massage backpain, treatment lady/ gents therapist. 7750021582.	[570, 1261, 752, 1312]
realestate-label: REAL ESTATE	[19, 1262, 172, 1284]
packers-image	[570, 223, 752, 393]
city-tag-bbsr: BBSR	[307, 2155, 348, 2169]
